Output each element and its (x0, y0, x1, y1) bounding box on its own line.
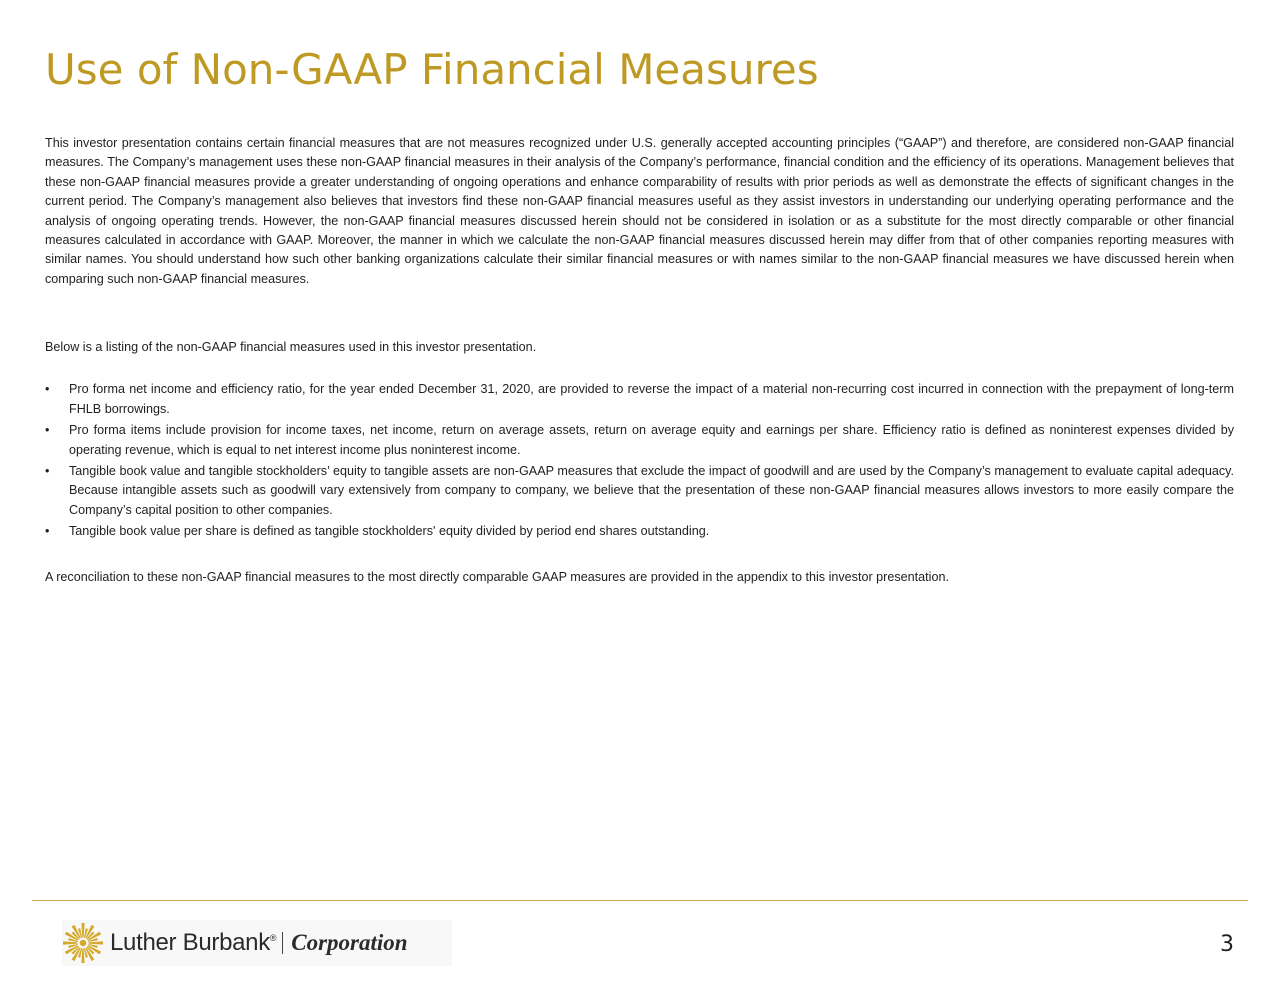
list-item-text: Pro forma net income and efficiency ratio, for the year ended December 31, 2020, are provided to reverse the impact of a material non-recurring cost incurred in connection with the prepayment of long-term FHLB borrowings. (69, 382, 1234, 416)
footer-divider (32, 900, 1248, 901)
list-item (45, 421, 1234, 460)
list-item-text: Tangible book value per share is defined as tangible stockholders' equity divided by period end shares outstanding. (69, 524, 710, 539)
logo-corporation: Corporation (291, 930, 408, 955)
list-item (45, 522, 1234, 541)
measures-list (45, 380, 1234, 541)
listing-intro-paragraph: Below is a listing of the non-GAAP financial measures used in this investor presentation. (45, 340, 537, 354)
company-logo (62, 920, 452, 966)
page-title: Use of Non-GAAP Financial Measures (45, 45, 819, 94)
sunburst-ray (81, 949, 84, 964)
sunburst-ray (81, 923, 84, 938)
logo-brand-name: Luther Burbank® (110, 929, 277, 956)
logo-separator (282, 932, 283, 954)
list-item-text: Pro forma items include provision for income taxes, net income, return on average assets, return on average equity and earnings per share. Efficiency ratio is defined as noninterest expenses divided by operating revenue, which is equal to net interest income plus noninterest income. (69, 423, 1234, 457)
sunburst-ray (63, 941, 78, 944)
bullet-icon: • (45, 382, 50, 397)
bullet-icon: • (45, 524, 50, 539)
list-item (45, 380, 1234, 419)
list-item (45, 462, 1234, 520)
reconciliation-paragraph: A reconciliation to these non-GAAP financial measures to the most directly comparable GAAP measures are provided in the appendix to this investor presentation. (45, 569, 949, 584)
sunburst-ray (89, 941, 104, 944)
bullet-icon: • (45, 423, 50, 438)
page-number: 3 (1220, 932, 1234, 957)
intro-paragraph: This investor presentation contains certain financial measures that are not measures recognized under U.S. generally accepted accounting principles (“GAAP”) and therefore, are considered non-GAAP financial measures. The Company’s management uses these non-GAAP financial measures in their analysis of the Company’s performance, financial condition and the efficiency of its operations. Management believes that these non-GAAP financial measures provide a greater understanding of ongoing operations and enhance comparability of results with prior periods as well as demonstrate the effects of significant changes in the current period. The Company’s management also believes that investors find these non-GAAP financial measures useful as they assist investors in understanding our underlying operating performance and the analysis of ongoing operating trends. However, the non-GAAP financial measures discussed herein should not be considered in isolation or as a substitute for the most directly comparable or other financial measures calculated in accordance with GAAP. Moreover, the manner in which we calculate the non-GAAP financial measures discussed herein may differ from that of other companies reporting measures with similar names. You should understand how such other banking organizations calculate their similar financial measures or with names similar to the non-GAAP financial measures we have discussed herein when comparing such non-GAAP financial measures. (45, 136, 1234, 286)
body-content (45, 134, 1234, 587)
bullet-icon: • (45, 464, 50, 479)
sunburst-icon (62, 922, 104, 964)
list-item-text: Tangible book value and tangible stockholders’ equity to tangible assets are non-GAAP measures that exclude the impact of goodwill and are used by the Company’s management to evaluate capital adequacy. Because intangible assets such as goodwill vary extensively from company to company, we believe that the presentation of these non-GAAP financial measures allows investors to more easily compare the Company’s capital position to other companies. (69, 464, 1234, 517)
